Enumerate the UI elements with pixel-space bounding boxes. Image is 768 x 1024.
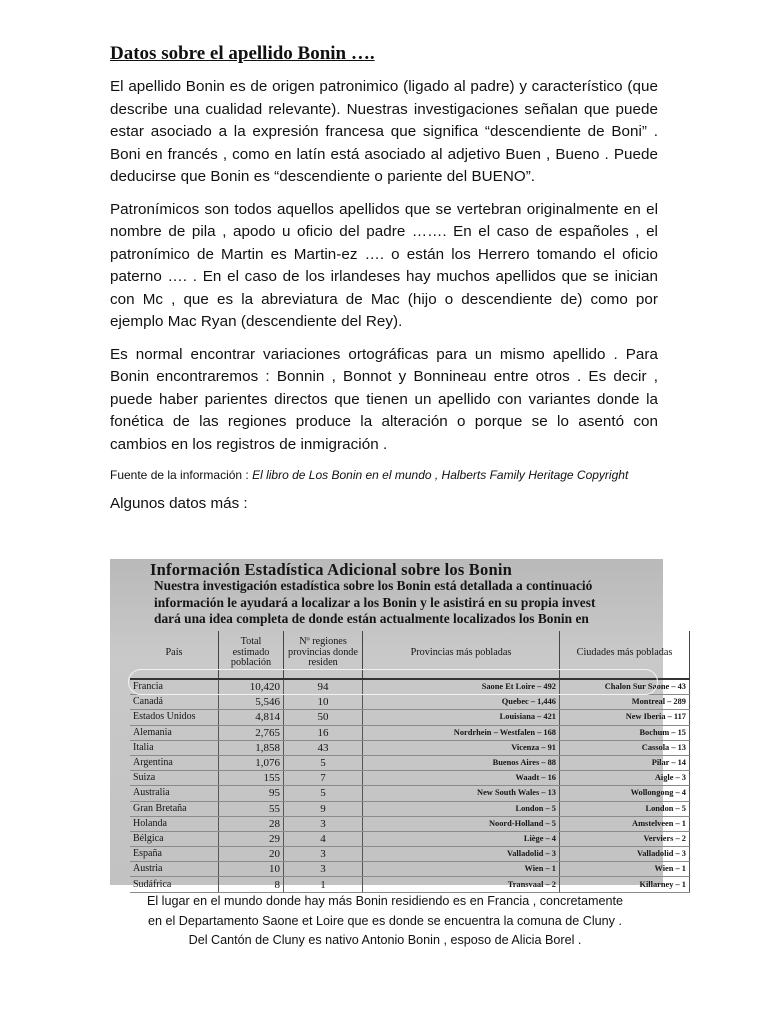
cell-city: London – 5 [560, 801, 690, 816]
cell-population: 10,420 [219, 679, 284, 695]
cell-regions: 7 [284, 771, 363, 786]
cell-country: Alemania [130, 725, 219, 740]
cell-city: New Iberia – 117 [560, 710, 690, 725]
cell-province: Louisiana – 421 [363, 710, 560, 725]
cell-country: Australia [130, 786, 219, 801]
cell-city: Killarney – 1 [560, 877, 690, 892]
cell-province: Wien – 1 [363, 862, 560, 877]
cell-regions: 94 [284, 679, 363, 695]
paragraph-variations: Es normal encontrar variaciones ortográficas para un mismo apellido . Para Bonin encontraremos : Bonnin , Bonnot y Bonnineau entre otros . Es decir , puede haber parientes directos que tienen un apellido con variantes donde la fonética de las regiones produce la alteración o porque se lo asentó con cambios en los registros de inmigración . [110, 345, 658, 453]
table-row [130, 771, 690, 786]
cell-country: Gran Bretaña [130, 801, 219, 816]
scan-intro-line: Nuestra investigación estadística sobre los Bonin está detallada a continuació [154, 578, 593, 593]
paragraph-origin: El apellido Bonin es de origen patronimico (ligado al padre) y característico (que describe una cualidad relevante). Nuestras investigaciones señalan que puede estar asociado a la expresión francesa que significa “descendiente de Boni” . Boni en francés , como en latín está asociado al adjetivo Buen , Bueno . Puede deducirse que Bonin es “descendiente o pariente del BUENO”. [110, 78, 658, 185]
cell-population: 155 [219, 771, 284, 786]
header-population: Total estimado población [219, 631, 284, 679]
cell-country: Austria [130, 862, 219, 877]
cell-population: 28 [219, 816, 284, 831]
cell-population: 20 [219, 847, 284, 862]
cell-province: Buenos Aires – 88 [363, 755, 560, 770]
table-row [130, 847, 690, 862]
cell-regions: 1 [284, 877, 363, 892]
cell-city: Aigle – 3 [560, 771, 690, 786]
cell-country: Italia [130, 740, 219, 755]
cell-country: Sudáfrica [130, 877, 219, 892]
cell-city: Montreal – 289 [560, 695, 690, 710]
cell-population: 1,076 [219, 755, 284, 770]
table-row [130, 695, 690, 710]
cell-population: 1,858 [219, 740, 284, 755]
header-provinces: Provincias más pobladas [363, 631, 560, 679]
header-country: País [130, 631, 219, 679]
cell-population: 5,546 [219, 695, 284, 710]
cell-regions: 5 [284, 786, 363, 801]
cell-population: 29 [219, 831, 284, 846]
scan-intro-line: información le ayudará a localizar a los Bonin y le asistirá en su propia invest [154, 594, 596, 610]
table-row [130, 831, 690, 846]
figure-caption [100, 892, 670, 951]
cell-province: New South Wales – 13 [363, 786, 560, 801]
table-row [130, 725, 690, 740]
cell-population: 55 [219, 801, 284, 816]
cell-regions: 3 [284, 847, 363, 862]
cell-country: Holanda [130, 816, 219, 831]
caption-line: El lugar en el mundo donde hay más Bonin residiendo es en Francia , concretamente [146, 894, 624, 908]
cell-regions: 3 [284, 816, 363, 831]
cell-province: Nordrhein – Westfalen – 168 [363, 725, 560, 740]
cell-population: 10 [219, 862, 284, 877]
cell-city: Wollongong – 4 [560, 786, 690, 801]
cell-province: Liège – 4 [363, 831, 560, 846]
cell-province: London – 5 [363, 801, 560, 816]
cell-province: Saone Et Loire – 492 [363, 679, 560, 695]
cell-city: Cassola – 13 [560, 740, 690, 755]
header-cities: Ciudades más pobladas [560, 631, 690, 679]
cell-province: Quebec – 1,446 [363, 695, 560, 710]
cell-country: Argentina [130, 755, 219, 770]
document-body [110, 42, 658, 520]
cell-population: 95 [219, 786, 284, 801]
cell-regions: 3 [284, 862, 363, 877]
cell-regions: 5 [284, 755, 363, 770]
cell-population: 2,765 [219, 725, 284, 740]
cell-country: Estados Unidos [130, 710, 219, 725]
cell-country: Francia [130, 679, 219, 695]
statistics-table-body [130, 679, 690, 892]
table-row [130, 816, 690, 831]
table-row [130, 755, 690, 770]
table-row [130, 679, 690, 695]
source-label: Fuente de la información : [110, 468, 249, 482]
cell-city: Amstelveen – 1 [560, 816, 690, 831]
cell-regions: 43 [284, 740, 363, 755]
cell-country: Canadá [130, 695, 219, 710]
cell-regions: 4 [284, 831, 363, 846]
table-row [130, 801, 690, 816]
cell-population: 8 [219, 877, 284, 892]
cell-regions: 16 [284, 725, 363, 740]
table-row [130, 710, 690, 725]
source-note [110, 466, 658, 484]
cell-province: Transvaal – 2 [363, 877, 560, 892]
header-regions: Nº regiones provincias donde residen [284, 631, 363, 679]
scanned-statistics-figure [110, 559, 686, 891]
cell-city: Wien – 1 [560, 862, 690, 877]
scan-title: Información Estadística Adicional sobre los Bonin [150, 560, 513, 579]
cell-province: Valladolid – 3 [363, 847, 560, 862]
cell-population: 4,814 [219, 710, 284, 725]
cell-country: España [130, 847, 219, 862]
scan-intro-line: dará una idea completa de donde están actualmente localizados los Bonin en [154, 611, 589, 626]
cell-country: Bélgica [130, 831, 219, 846]
cell-regions: 50 [284, 710, 363, 725]
table-row [130, 740, 690, 755]
cell-city: Bochum – 15 [560, 725, 690, 740]
cell-city: Verviers – 2 [560, 831, 690, 846]
more-data-label: Algunos datos más : [110, 495, 248, 512]
statistics-table [130, 631, 690, 893]
scan-intro [154, 578, 595, 628]
cell-city: Chalon Sur Saone – 43 [560, 679, 690, 695]
cell-province: Vicenza – 91 [363, 740, 560, 755]
cell-city: Valladolid – 3 [560, 847, 690, 862]
table-row [130, 862, 690, 877]
caption-line: en el Departamento Saone et Loire que es donde se encuentra la comuna de Cluny . [148, 913, 622, 928]
cell-country: Suiza [130, 771, 219, 786]
cell-regions: 9 [284, 801, 363, 816]
caption-line: Del Cantón de Cluny es nativo Antonio Bonin , esposo de Alicia Borel . [188, 933, 582, 947]
paragraph-patronymics: Patronímicos son todos aquellos apellidos que se vertebran originalmente en el nombre de pila , apodo u oficio del padre ……. En el caso de españoles , el patronímico de Martin es Martin-ez …. o están los Herrero tomando el oficio paterno …. . En el caso de los irlandeses hay muchos apellidos que se inician con Mc , que es la abreviatura de Mac (hijo o descendiente de) como por ejemplo Mac Ryan (descendiente del Rey). [110, 200, 658, 330]
cell-province: Waadt – 16 [363, 771, 560, 786]
source-text: El libro de Los Bonin en el mundo , Halberts Family Heritage Copyright [252, 468, 629, 482]
cell-city: Pilar – 14 [560, 755, 690, 770]
table-row [130, 877, 690, 892]
cell-province: Noord-Holland – 5 [363, 816, 560, 831]
cell-regions: 10 [284, 695, 363, 710]
document-title: Datos sobre el apellido Bonin …. [110, 43, 375, 64]
table-row [130, 786, 690, 801]
